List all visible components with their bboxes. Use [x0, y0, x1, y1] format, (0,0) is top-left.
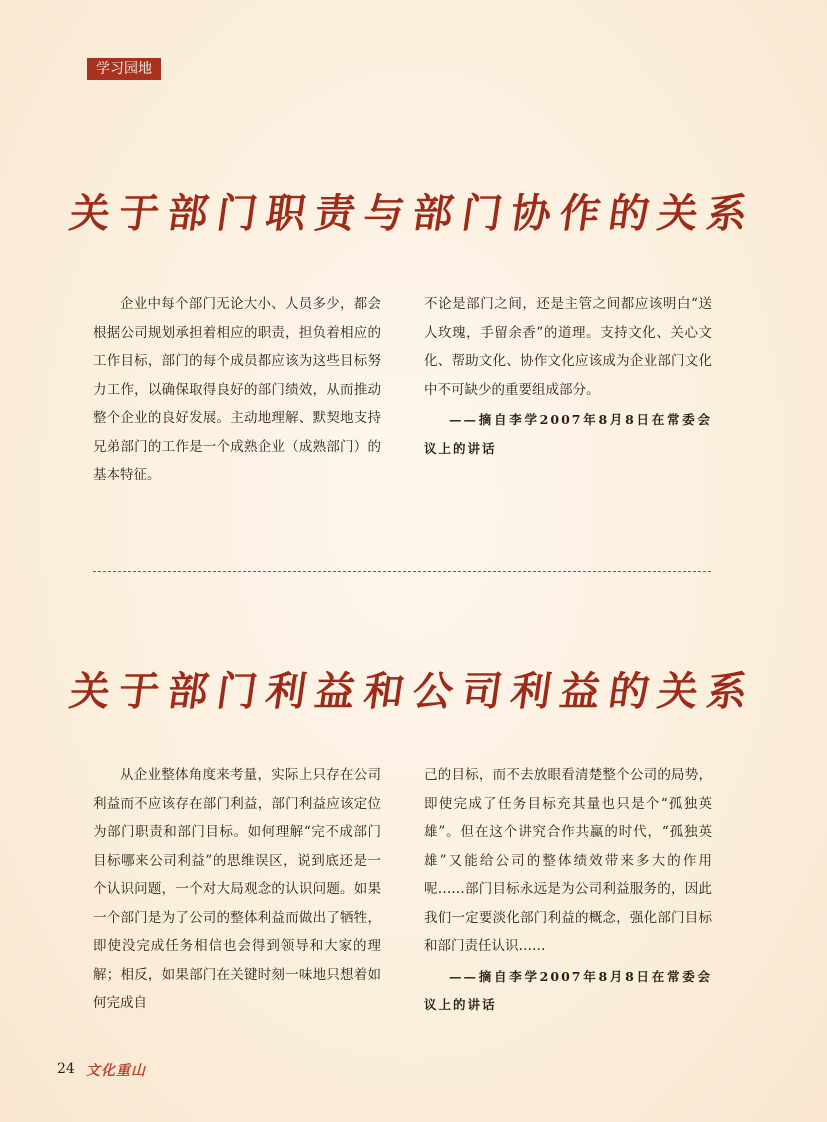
article2-left-column: [93, 761, 381, 1018]
article2-right-column: [424, 761, 712, 1020]
section-divider: [93, 571, 711, 572]
article1-left-paragraph: 企业中每个部门无论大小、人员多少，都会根据公司规划承担着相应的职责，担负着相应的工作目标，部门的每个成员都应该为这些目标努力工作，以确保取得良好的部门绩效，从而推动整个企业的良好发展。主动地理解、默契地支持兄弟部门的工作是一个成熟企业（成熟部门）的基本特征。: [93, 296, 381, 483]
section-tag: 学习园地: [87, 58, 161, 80]
article1-right-paragraph: 不论是部门之间，还是主管之间都应该明白“送人玫瑰，手留余香”的道理。支持文化、关心文化、帮助文化、协作文化应该成为企业部门文化中不可缺少的重要组成部分。: [424, 296, 712, 398]
article2-right-paragraph: 己的目标，而不去放眼看清楚整个公司的局势，即使完成了任务目标充其量也只是个“孤独英雄”。但在这个讲究合作共赢的时代，“孤独英雄”又能给公司的整体绩效带来多大的作用呢……部门目标永远是为公司利益服务的，因此我们一定要淡化部门利益的概念，强化部门目标和部门责任认识……: [424, 767, 712, 954]
magazine-logo: 文化重山: [86, 1063, 146, 1079]
article2-source: ——摘自李学2007年8月8日在常委会议上的讲话: [424, 968, 712, 1012]
article1-left-column: [93, 290, 381, 490]
article1-title: 关于部门职责与部门协作的关系: [66, 190, 760, 237]
article1-right-column: [424, 290, 712, 463]
article2-title: 关于部门利益和公司利益的关系: [66, 668, 760, 715]
article1-source: ——摘自李学2007年8月8日在常委会议上的讲话: [424, 412, 712, 456]
article2-left-paragraph: 从企业整体角度来考量，实际上只存在公司利益而不应该存在部门利益，部门利益应该定位为部门职责和部门目标。如何理解“完不成部门目标哪来公司利益”的思维误区，说到底还是一个认识问题，一个对大局观念的认识问题。如果一个部门是为了公司的整体利益而做出了牺牲，即使没完成任务相信也会得到领导和大家的理解；相反，如果部门在关键时刻一味地只想着如何完成自: [93, 767, 381, 1011]
page-number: 24: [57, 1061, 75, 1077]
